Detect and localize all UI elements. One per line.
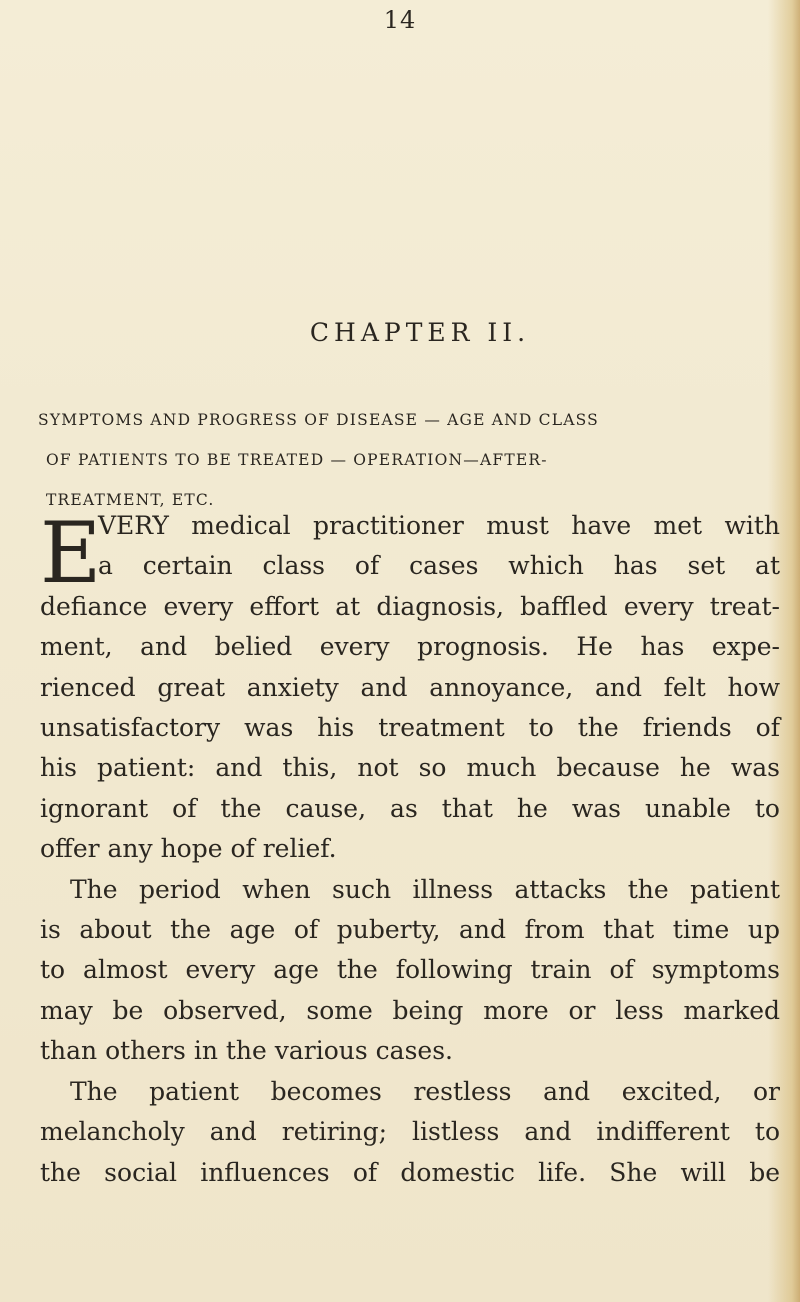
paragraph-line: his patient: and this, not so much because he was (40, 753, 780, 783)
paragraph-line: VERY medical practitioner must have met with (98, 511, 780, 540)
paragraph-line: The patient becomes restless and excited, or (70, 1076, 780, 1106)
paragraph-line: is about the age of puberty, and from that time up (40, 915, 780, 945)
synopsis-line: TREATMENT, ETC. (46, 491, 215, 509)
page-number: 14 (383, 6, 417, 34)
paragraph-line: ment, and belied every prognosis. He has expe- (40, 632, 780, 662)
paragraph-line: a certain class of cases which has set at (98, 551, 780, 581)
body-text (40, 506, 780, 1193)
synopsis-line: OF PATIENTS TO BE TREATED — OPERATION—AFTER- (46, 451, 548, 469)
paragraph-line: The period when such illness attacks the patient (70, 874, 780, 904)
paragraph-line: defiance every effort at diagnosis, baffled every treat- (40, 591, 780, 621)
paragraph-line: may be observed, some being more or less marked (40, 995, 780, 1025)
paragraph-line: ignorant of the cause, as that he was unable to (40, 793, 780, 823)
drop-cap: E (40, 504, 102, 602)
paragraph-line: unsatisfactory was his treatment to the friends of (40, 713, 780, 743)
paragraph-line: to almost every age the following train of symptoms (40, 955, 780, 985)
paragraph-line: offer any hope of relief. (40, 834, 337, 864)
chapter-synopsis (38, 400, 768, 520)
paragraph-line: the social influences of domestic life. She will be (40, 1157, 780, 1187)
paragraph-line: rienced great anxiety and annoyance, and felt how (40, 672, 780, 702)
synopsis-line: SYMPTOMS AND PROGRESS OF DISEASE — AGE AND CLASS (38, 411, 599, 429)
paragraph-line: than others in the various cases. (40, 1036, 453, 1066)
paragraph-line: melancholy and retiring; listless and indifferent to (40, 1117, 780, 1147)
chapter-title: CHAPTER II. (309, 318, 531, 347)
